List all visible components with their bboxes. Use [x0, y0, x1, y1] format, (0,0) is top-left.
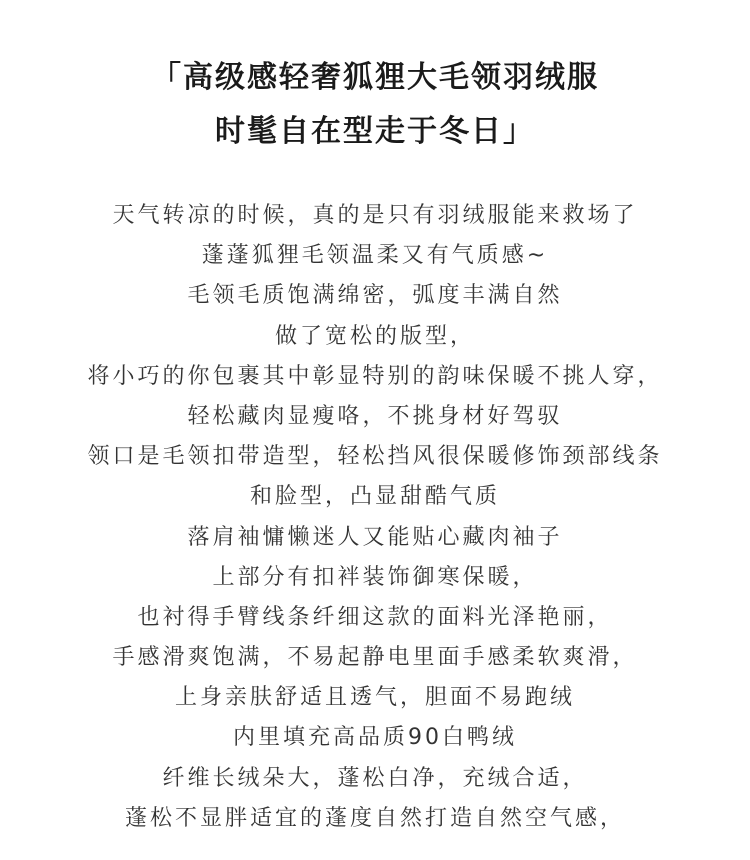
- description-line: 蓬蓬狐狸毛领温柔又有气质感~: [201, 243, 549, 269]
- description-line: 做了宽松的版型，: [274, 323, 475, 349]
- page-title-line-2: 时髦自在型走于冬日」: [215, 114, 535, 149]
- description-line: 将小巧的你包裹其中彰显特别的韵味保暖不挑人穿，: [87, 363, 663, 389]
- description-line: 落肩袖慵懒迷人又能贴心藏肉袖子: [187, 524, 563, 550]
- description-line: 纤维长绒朵大，蓬松白净，充绒合适，: [162, 765, 588, 791]
- description-line: 天气转凉的时候，真的是只有羽绒服能来救场了: [112, 203, 638, 228]
- description-line: 和脸型，凸显甜酷气质: [249, 484, 500, 510]
- description-line: 领口是毛领扣带造型，轻松挡风很保暖修饰颈部线条: [87, 444, 663, 470]
- description-line: 毛领毛质饱满绵密，弧度丰满自然: [187, 283, 563, 309]
- description-line: 也衬得手臂线条纤细这款的面料光泽艳丽，: [137, 604, 613, 630]
- description-line: 上部分有扣袢装饰御寒保暖，: [212, 564, 538, 590]
- description-line: 轻松藏肉显瘦咯，不挑身材好驾驭: [187, 403, 563, 429]
- description-line: 上身亲肤舒适且透气，胆面不易跑绒: [174, 685, 575, 711]
- description-line: 手感滑爽饱满，不易起静电里面手感柔软爽滑，: [112, 645, 638, 671]
- page-title-line-1: 「高级感轻奢狐狸大毛领羽绒服: [151, 60, 599, 95]
- description-line: 蓬松不显胖适宜的蓬度自然打造自然空气感，: [124, 805, 625, 831]
- description-text: [0, 196, 750, 839]
- description-line: 内里填充高品质90白鸭绒: [233, 725, 517, 751]
